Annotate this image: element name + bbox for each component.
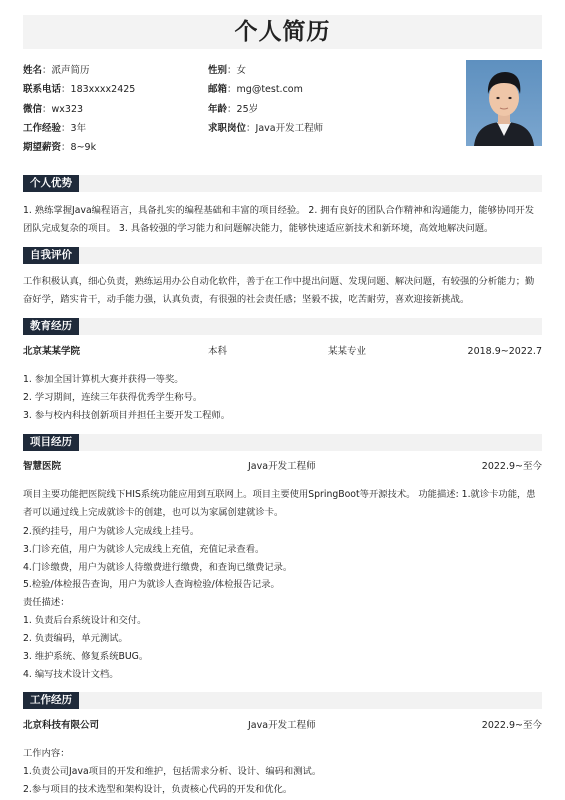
- experience-field: 工作经验：3年: [23, 123, 87, 134]
- list-item: 5.检验/体检报告查询，用户为就诊人查询检验/体检报告记录。: [23, 579, 280, 590]
- list-item: 工作内容：: [23, 748, 70, 759]
- phone-field: 联系电话：183xxxx2425: [23, 84, 136, 95]
- section-projects: [23, 434, 542, 451]
- list-item: 3. 维护系统、修复系统BUG。: [23, 651, 149, 662]
- work-role: Java开发工程师: [248, 720, 316, 731]
- name-field: 姓名：派声简历: [23, 65, 90, 76]
- project-intro: 项目主要功能把医院线下HIS系统功能应用到互联网上。项目主要使用SpringBoot等开源技术。 功能描述: 1.就诊卡功能，患者可以通过线上完成就诊卡的创建，也可以为家属创建就诊卡。: [23, 489, 536, 518]
- age-field: 年龄：25岁: [208, 104, 259, 115]
- project-name: 智慧医院: [23, 461, 62, 472]
- list-item: 4.门诊缴费，用户为就诊人待缴费进行缴费，和查询已缴费记录。: [23, 562, 293, 573]
- section-education: [23, 318, 542, 335]
- email-field: 邮箱：mg@test.com: [208, 84, 303, 95]
- list-item: 4. 编写技术设计文档。: [23, 669, 119, 680]
- degree: 本科: [208, 346, 228, 357]
- salary-field: 期望薪资：8~9k: [23, 142, 97, 153]
- page-title: 个人简历: [23, 15, 542, 49]
- wechat-field: 微信：wx323: [23, 104, 84, 115]
- company-name: 北京科技有限公司: [23, 720, 100, 731]
- education-header: [23, 345, 542, 359]
- work-header: [23, 719, 542, 733]
- section-title-self-evaluation: 自我评价: [23, 247, 79, 264]
- list-item: 1.负责公司Java项目的开发和维护，包括需求分析、设计、编码和测试。: [23, 766, 322, 777]
- advantages-text: 1. 熟练掌握Java编程语言，具备扎实的编程基础和丰富的项目经验。 2. 拥有良好的团队合作精神和沟通能力，能够协同开发团队完成复杂的项目。 3. 具备较强的学习能力和问题解决能力，能够快速适应新技术和新环境，高效地解决问题。: [23, 205, 535, 234]
- list-item: 3.门诊充值，用户为就诊人完成线上充值，充值记录查看。: [23, 544, 265, 555]
- list-item: 1. 参加全国计算机大赛并获得一等奖。: [23, 374, 184, 385]
- section-advantages: [23, 175, 542, 192]
- list-item: 3. 参与校内科技创新项目并担任主要开发工程师。: [23, 410, 231, 421]
- list-item: 责任描述：: [23, 597, 70, 608]
- list-item: 2.参与项目的技术选型和架构设计，负责核心代码的开发和优化。: [23, 784, 293, 795]
- section-title-projects: 项目经历: [23, 434, 79, 451]
- section-title-education: 教育经历: [23, 318, 79, 335]
- project-role: Java开发工程师: [248, 461, 316, 472]
- project-period: 2022.9~至今: [481, 461, 542, 472]
- section-title-work: 工作经历: [23, 692, 79, 709]
- work-period: 2022.9~至今: [481, 720, 542, 731]
- list-item: 2.预约挂号，用户为就诊人完成线上挂号。: [23, 526, 200, 537]
- list-item: 2. 学习期间，连续三年获得优秀学生称号。: [23, 392, 203, 403]
- project-header: [23, 460, 542, 474]
- gender-field: 性别：女: [208, 65, 247, 76]
- major: 某某专业: [328, 346, 367, 357]
- section-work: [23, 692, 542, 709]
- list-item: 1. 负责后台系统设计和交付。: [23, 615, 147, 626]
- list-item: 2. 负责编码，单元测试。: [23, 633, 128, 644]
- section-title-advantages: 个人优势: [23, 175, 79, 192]
- position-field: 求职岗位：Java开发工程师: [208, 123, 324, 134]
- school-name: 北京某某学院: [23, 346, 81, 357]
- section-self-evaluation: [23, 247, 542, 264]
- self-evaluation-text: 工作积极认真，细心负责，熟练运用办公自动化软件，善于在工作中提出问题、发现问题、解决问题，有较强的分析能力；勤奋好学，踏实肯干，动手能力强，认真负责，有很强的社会责任感；坚毅不拔，吃苦耐劳，喜欢迎接新挑战。: [23, 276, 535, 305]
- education-period: 2018.9~2022.7: [467, 346, 542, 357]
- avatar-photo: [466, 60, 542, 146]
